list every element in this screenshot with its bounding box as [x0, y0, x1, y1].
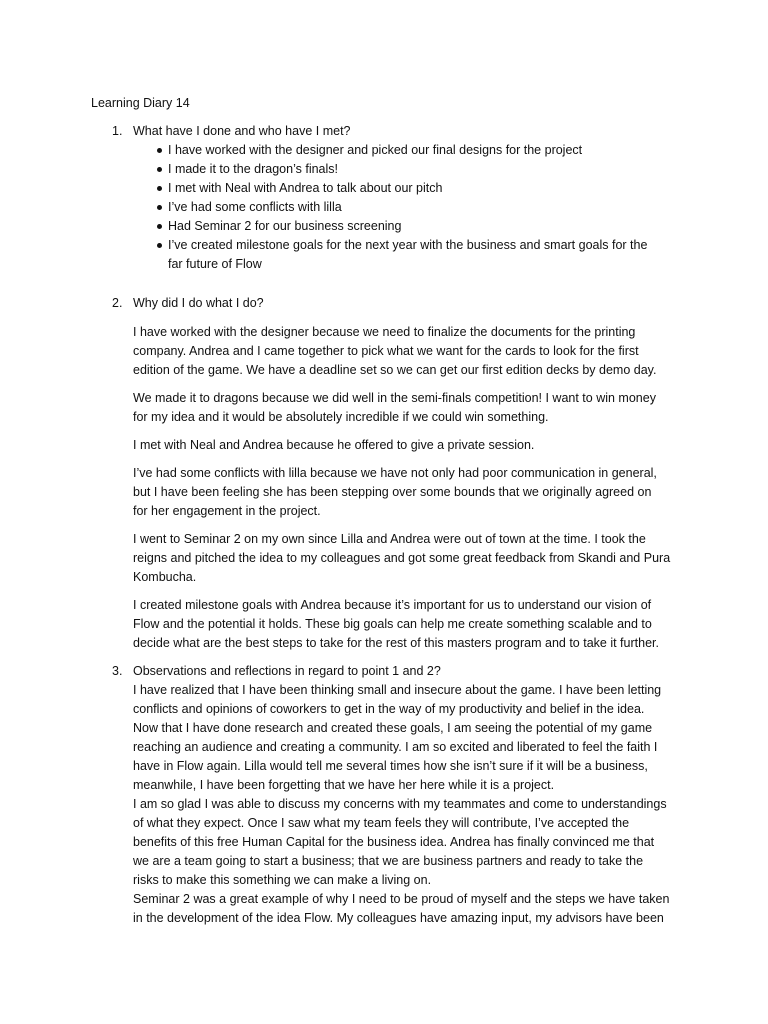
list-item — [133, 236, 708, 274]
list-item-text: I made it to the dragon’s finals! — [168, 162, 339, 176]
paragraph: We made it to dragons because we did well in the semi-finals competition! I want to win money for my idea and it would be absolutely incredible if we could win something. — [133, 391, 656, 424]
section-2 — [91, 294, 708, 653]
document-title: Learning Diary 14 — [91, 96, 190, 110]
list-item-text: I’ve created milestone goals for the next year with the business and smart goals for the far future of Flow — [168, 238, 648, 271]
section-3 — [91, 662, 708, 928]
list-item-text: I’ve had some conflicts with lilla — [168, 200, 342, 214]
bullet-icon — [157, 186, 162, 191]
paragraph: I have worked with the designer because we need to finalize the documents for the printing company. Andrea and I came together to pick what we want for the cards to look for the first edition of the game. We have a deadline set so we can get our first edition decks by demo day. — [133, 325, 657, 377]
paragraph: I created milestone goals with Andrea because it’s important for us to understand our vision of Flow and the potential it holds. These big goals can help me create something scalable and to decide what are the best steps to take for the rest of this masters program and to take it further. — [133, 598, 659, 650]
list-item-text: I met with Neal with Andrea to talk about our pitch — [168, 181, 443, 195]
bullet-icon — [157, 205, 162, 210]
section-number: 3. — [112, 664, 123, 678]
paragraph: I went to Seminar 2 on my own since Lilla and Andrea were out of town at the time. I took the reigns and pitched the idea to my colleagues and got some great feedback from Skandi and Pura Kombucha. — [133, 532, 671, 584]
paragraph: Seminar 2 was a great example of why I need to be proud of myself and the steps we have taken in the development of the idea Flow. My colleagues have amazing input, my advisors have been — [133, 892, 670, 925]
list-item-text: I have worked with the designer and picked our final designs for the project — [168, 143, 583, 157]
section-heading: Observations and reflections in regard to point 1 and 2? — [133, 664, 441, 678]
list-item — [133, 179, 708, 198]
bullet-icon — [157, 243, 162, 248]
section-number: 1. — [112, 124, 123, 138]
list-item-text: Had Seminar 2 for our business screening — [168, 219, 402, 233]
bullet-icon — [157, 148, 162, 153]
list-item — [133, 198, 708, 217]
paragraph: I have realized that I have been thinking small and insecure about the game. I have been letting conflicts and opinions of coworkers to get in the way of my productivity and belief in the idea. Now that I have done research and created these goals, I am seeing the potential of my game reaching an audience and creating a community. I am so excited and liberated to feel the faith I have in Flow again. Lilla would tell me several times how she isn’t sure if it will be a business, meanwhile, I have been forgetting that we have her here while it is a project. — [133, 683, 662, 792]
section-1 — [91, 122, 708, 274]
bullet-list — [133, 141, 708, 274]
paragraph: I met with Neal and Andrea because he offered to give a private session. — [133, 438, 535, 452]
list-item — [133, 217, 708, 236]
section-number: 2. — [112, 296, 123, 310]
section-heading: Why did I do what I do? — [133, 296, 264, 310]
paragraph: I’ve had some conflicts with lilla because we have not only had poor communication in general, but I have been feeling she has been stepping over some bounds that we originally agreed on for her engagement in the project. — [133, 466, 657, 518]
list-item — [133, 160, 708, 179]
bullet-icon — [157, 224, 162, 229]
paragraph: I am so glad I was able to discuss my concerns with my teammates and come to understandings of what they expect. Once I saw what my team feels they will contribute, I’ve accepted the benefits of this free Human Capital for the business idea. Andrea has finally convinced me that we are a team going to start a business; that we are business partners and ready to take the risks to make this something we can make a living on. — [133, 797, 667, 887]
section-heading: What have I done and who have I met? — [133, 124, 351, 138]
bullet-icon — [157, 167, 162, 172]
list-item — [133, 141, 708, 160]
